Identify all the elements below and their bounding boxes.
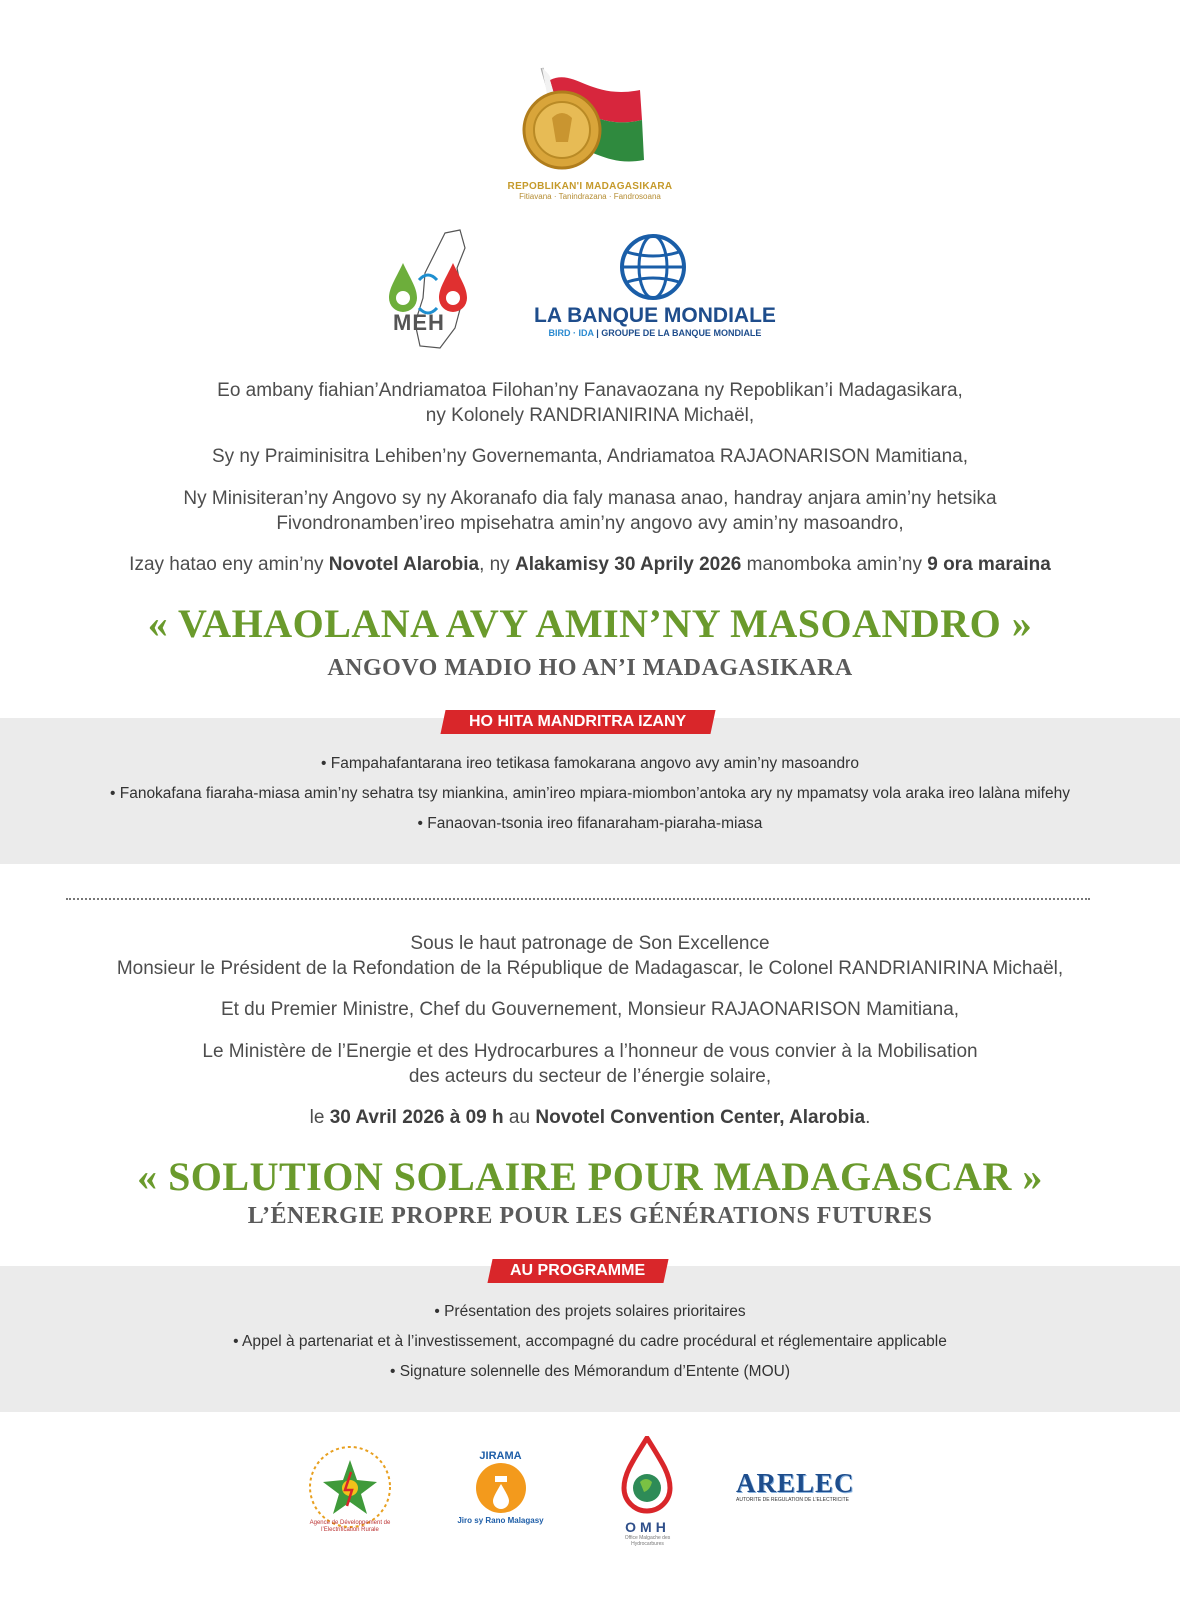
fr-paragraph-4: le 30 Avril 2026 à 09 h au Novotel Convention Center, Alarobia. <box>309 1107 871 1128</box>
mg-paragraph-3 <box>0 486 1180 536</box>
meh-text: MEH <box>393 310 445 335</box>
list-item: • Présentation des projets solaires prioritaires <box>434 1303 746 1320</box>
mg-event-title: « VAHAOLANA AVY AMIN’NY MASOANDRO » <box>147 601 1033 646</box>
fr-p3-line2: des acteurs du secteur de l’énergie solaire, <box>408 1066 772 1087</box>
mg-paragraph-1 <box>0 378 1180 428</box>
omh-name: OMH <box>625 1519 670 1535</box>
omh-logo <box>610 1436 685 1547</box>
mg-date: Alakamisy 30 Aprily 2026 <box>514 554 742 575</box>
fr-paragraph-2: Et du Premier Ministre, Chef du Gouvernement, Monsieur RAJAONARISON Mamitiana, <box>220 999 960 1020</box>
arelec-caption: AUTORITE DE REGULATION DE L'ELECTRICITE <box>736 1497 850 1503</box>
list-item: • Appel à partenariat et à l’investissement, accompagné du cadre procédural et réglementaire applicable <box>233 1333 947 1350</box>
jirama-logo <box>448 1450 553 1530</box>
fr-paragraph-1 <box>0 931 1180 981</box>
fr-p3-line1: Le Ministère de l’Energie et des Hydrocarbures a l’honneur de vous convier à la Mobilisation <box>202 1041 978 1062</box>
fr-program-tag: AU PROGRAMME <box>487 1259 668 1283</box>
list-item: • Signature solennelle des Mémorandum d’Entente (MOU) <box>389 1363 790 1380</box>
list-item: • Fampahafantarana ireo tetikasa famokarana angovo avy amin’ny masoandro <box>321 755 859 772</box>
ader-caption: Agence de Développement de l’Electrification Rurale <box>309 1520 391 1533</box>
fr-venue: Novotel Convention Center, Alarobia <box>535 1107 866 1128</box>
mg-venue: Novotel Alarobia <box>328 554 480 575</box>
fr-program-list <box>0 1297 1180 1387</box>
jirama-name: JIRAMA <box>479 1450 522 1462</box>
jirama-tagline: Jiro sy Rano Malagasy <box>457 1516 544 1525</box>
worldbank-group: GROUPE DE LA BANQUE MONDIALE <box>601 328 762 338</box>
list-item: • Fanaovan-tsonia ireo fifanaraham-piaraha-miasa <box>417 815 763 832</box>
mg-p3-line1: Ny Minisiteran’ny Angovo sy ny Akoranafo dia faly manasa anao, handray anjara amin’ny hetsika <box>183 488 997 509</box>
mg-paragraph-4: Izay hatao eny amin’ny Novotel Alarobia, ny Alakamisy 30 Aprily 2026 manomboka amin’ny 9 ora maraina <box>129 554 1051 575</box>
omh-caption: Office Malgache des Hydrocarbures <box>624 1535 671 1547</box>
arelec-name: ARELEC <box>736 1468 855 1498</box>
worldbank-name: LA BANQUE MONDIALE <box>534 304 776 327</box>
mg-paragraph-2: Sy ny Praiminisitra Lehiben’ny Governemanta, Andriamatoa RAJAONARISON Mamitiana, <box>211 446 969 467</box>
jirama-drop-icon <box>475 1462 527 1514</box>
dotted-divider <box>66 898 1090 900</box>
republic-emblem <box>490 60 690 201</box>
mg-event-subtitle: ANGOVO MADIO HO AN’I MADAGASIKARA <box>327 655 853 681</box>
mg-time: 9 ora maraina <box>927 554 1051 575</box>
emblem-motto: Fitiavana · Tanindrazana · Fandrosoana <box>519 192 661 201</box>
emblem-caption: REPOBLIKAN'I MADAGASIKARA <box>507 181 673 192</box>
arelec-logo <box>736 1468 854 1508</box>
fr-event-title: « SOLUTION SOLAIRE POUR MADAGASCAR » <box>137 1154 1043 1199</box>
fr-event-subtitle: L’ÉNERGIE PROPRE POUR LES GÉNÉRATIONS FUTURES <box>247 1203 933 1229</box>
mg-p3-line2: Fivondronamben’ireo mpisehatra amin’ny angovo avy amin’ny masoandro, <box>276 513 904 534</box>
mg-program-tag: HO HITA MANDRITRA IZANY <box>440 710 715 734</box>
worldbank-bird-ida: BIRD · IDA <box>548 328 594 338</box>
worldbank-logo: LA BANQUE MONDIALE BIRD · IDA | GROUPE DE LA BANQUE MONDIALE <box>530 232 780 347</box>
globe-icon <box>618 232 688 302</box>
mg-p1-line2: ny Kolonely RANDRIANIRINA Michaël, <box>425 405 755 426</box>
mg-program-list <box>0 749 1180 839</box>
fr-p1-line2: Monsieur le Président de la Refondation de la République de Madagascar, le Colonel RANDRIANIRINA Michaël, <box>116 958 1064 979</box>
fr-p1-line1: Sous le haut patronage de Son Excellence <box>410 933 770 954</box>
list-item: • Fanokafana fiaraha-miasa amin’ny sehatra tsy miankina, amin’ireo mpiara-miombon’antoka ary ny mpamatsy vola araka ireo lalàna mifehy <box>110 785 1070 802</box>
fr-date: 30 Avril 2026 à 09 h <box>329 1107 504 1128</box>
meh-logo <box>385 228 480 353</box>
fr-paragraph-3 <box>0 1039 1180 1089</box>
mg-p1-line1: Eo ambany fiahian’Andriamatoa Filohan’ny Fanavaozana ny Repoblikan’i Madagasikara, <box>217 380 963 401</box>
ader-logo <box>305 1442 395 1532</box>
